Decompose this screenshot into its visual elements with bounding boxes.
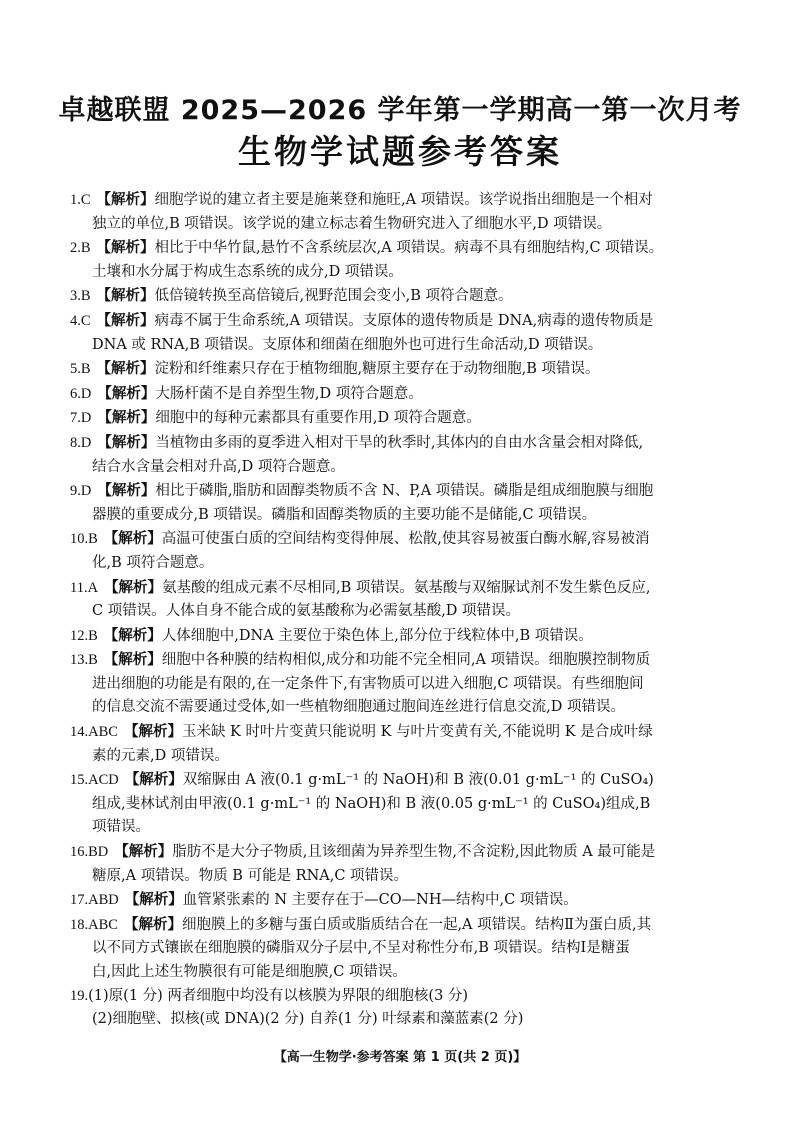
analysis-tag: 【解析】 [96,191,155,208]
answer-text: 的信息交流不需要通过受体,如一些植物细胞通过胞间连丝进行信息交流,D 项错误。 [92,699,625,716]
answer-line [70,600,745,624]
answer-line [70,576,745,601]
answer-number: 5.B [70,361,91,378]
answer-line [70,504,745,528]
answer-number: 16.BD [70,844,109,861]
analysis-tag: 【解析】 [97,482,156,500]
analysis-tag: 【解析】 [97,433,156,451]
answer-number: 11.A [70,579,99,596]
answer-text: (1)原(1 分) 两者细胞中均没有以核膜为界限的细胞核(3 分) [88,987,469,1004]
analysis-tag: 【解析】 [124,771,183,789]
answer-line [70,213,745,237]
answer-text: 结合水含量会相对升高,D 项符合题意。 [92,458,345,475]
answer-text: 土壤和水分属于构成生态系统的成分,D 项错误。 [92,263,403,280]
answer-number: 6.D [70,385,92,402]
answer-text: 细胞中的每种元素都具有重要作用,D 项符合题意。 [155,410,481,427]
answer-line [70,624,745,649]
answer-text: 相比于磷脂,脂肪和固醇类物质不含 N、P,A 项错误。磷脂是组成细胞膜与细胞 [155,483,654,500]
answer-text: 低倍镜转换至高倍镜后,视野范围会变小,B 项符合题意。 [154,288,513,305]
answer-line [70,816,745,840]
answer-text: 细胞学说的建立者主要是施莱登和施旺,A 项错误。该学说指出细胞是一个相对 [154,192,653,208]
analysis-tag: 【解析】 [123,915,182,933]
answer-text: 细胞中各种膜的结构相似,成分和功能不完全相同,A 项错误。细胞膜控制物质 [161,652,651,669]
q19-part2: (2)细胞壁、拟核(或 DNA)(2 分) 自养(1 分) 叶绿素和藻蓝素(2 分) [92,1011,524,1028]
analysis-tag: 【解析】 [103,651,162,669]
answer-text: 组成,斐林试剂由甲液(0.1 g·mL⁻¹ 的 NaOH)和 B 液(0.05 g·mL⁻¹ 的 CuSO₄)组成,B [92,795,651,812]
answer-line [70,793,745,817]
answer-text: 进出细胞的功能是有限的,在一定条件下,有害物质可以进入细胞,C 项错误。有些细胞间 [92,675,644,692]
answer-text: 血管紧张素的 N 主要存在于—CO—NH—结构中,C 项错误。 [182,892,578,909]
answer-line [70,431,745,456]
analysis-tag: 【解析】 [103,530,162,548]
answer-line [70,768,745,793]
answer-line [70,527,745,552]
analysis-tag: 【解析】 [124,891,183,909]
answer-line [70,913,745,938]
answer-line [70,334,745,358]
answer-text: 玉米缺 K 时叶片变黄只能说明 K 与叶片变黄有关,不能说明 K 是合成叶绿 [181,724,653,741]
answer-line [70,937,745,961]
answer-number: 19. [70,987,89,1004]
answer-number: 18.ABC [70,916,118,933]
answer-text: 双缩脲由 A 液(0.1 g·mL⁻¹ 的 NaOH)和 B 液(0.01 g·mL⁻¹ 的 CuSO₄) [182,772,654,789]
answer-line [70,961,745,985]
answer-text: 白,因此上述生物膜很有可能是细胞膜,C 项错误。 [92,964,407,980]
answer-text: 病毒不属于生命系统,A 项错误。支原体的遗传物质是 DNA,病毒的遗传物质是 [154,312,654,329]
answer-line [70,648,745,673]
answer-line [70,188,745,213]
answer-line [70,382,745,407]
answer-line [70,357,745,382]
answer-number: 14.ABC [70,724,118,741]
answer-text: 当植物由多雨的夏季进入相对干旱的秋季时,其体内的自由水含量会相对降低, [155,434,644,451]
answer-text: 糖原,A 项错误。物质 B 可能是 RNA,C 项错误。 [92,867,409,884]
answer-number: 12.B [70,627,98,644]
answer-text: 高温可使蛋白质的空间结构变得伸展、松散,使其容易被蛋白酶水解,容易被消 [161,531,650,548]
answer-text: 素的元素,D 项错误。 [92,747,229,764]
exam-title: 卓越联盟 2025—2026 学年第一学期高一第一次月考 [58,95,742,126]
answer-text: 以不同方式镶嵌在细胞膜的磷脂双分子层中,不呈对称性分布,B 项错误。结构Ⅰ是糖蛋 [92,940,630,957]
answer-text: 淀粉和纤维素只存在于植物细胞,糖原主要存在于动物细胞,B 项错误。 [154,361,600,378]
analysis-tag: 【解析】 [97,384,156,402]
answer-number: 17.ABD [70,892,119,909]
answer-text: 化,B 项符合题意。 [92,554,214,571]
answer-line [70,261,745,285]
analysis-tag: 【解析】 [96,287,155,305]
answer-line [70,479,745,504]
answer-line [70,696,745,720]
answer-line [70,284,745,309]
answer-line [70,720,745,745]
answer-number: 15.ACD [70,772,119,789]
answer-line [70,552,745,576]
analysis-tag: 【解析】 [104,578,163,596]
answer-text: DNA 或 RNA,B 项错误。支原体和细菌在细胞外也可进行生命活动,D 项错误。 [92,336,603,353]
page-title: 生物学试题参考答案 [238,132,562,171]
answer-number: 9.D [70,483,92,500]
analysis-tag: 【解析】 [114,843,173,861]
analysis-tag: 【解析】 [96,239,155,257]
answer-line [70,456,745,480]
analysis-tag: 【解析】 [103,626,162,644]
analysis-tag: 【解析】 [96,360,155,378]
answer-text: 独立的单位,B 项错误。该学说的建立标志着生物研究进入了细胞水平,D 项错误。 [92,215,612,232]
answer-text: 脂肪不是大分子物质,且该细菌为异养型生物,不含淀粉,因此物质 A 最可能是 [172,844,656,861]
answer-text: 细胞膜上的多糖与蛋白质或脂质结合在一起,A 项错误。结构Ⅱ为蛋白质,其 [181,916,652,933]
answer-list [70,188,745,1032]
answer-text: 人体细胞中,DNA 主要位于染色体上,部分位于线粒体中,B 项错误。 [161,627,593,644]
answer-text: 大肠杆菌不是自养型生物,D 项符合题意。 [155,385,423,402]
analysis-tag: 【解析】 [123,723,182,741]
answer-text: 项错误。 [92,819,150,836]
answer-number: 1.C [70,192,91,208]
answer-number: 13.B [70,652,98,669]
answer-number: 8.D [70,434,92,451]
answer-number: 10.B [70,531,98,548]
answer-line [70,406,745,431]
answer-text: C 项错误。人体自身不能合成的氨基酸称为必需氨基酸,D 项错误。 [92,603,521,620]
analysis-tag: 【解析】 [97,409,156,427]
answer-text: 器膜的重要成分,B 项错误。磷脂和固醇类物质的主要功能不是储能,C 项错误。 [92,506,597,523]
page-footer: 【高一生物学·参考答案 第 1 页(共 2 页)】 [273,1050,527,1065]
answer-number: 2.B [70,240,91,257]
answer-line [70,865,745,889]
answer-line [70,888,745,913]
answer-line [70,745,745,769]
answer-number: 7.D [70,410,92,427]
answer-line [70,309,745,334]
q19-part1 [70,985,745,1009]
answer-line [70,236,745,261]
answer-line [70,673,745,697]
answer-number: 3.B [70,288,91,305]
answer-text: 相比于中华竹鼠,悬竹不含系统层次,A 项错误。病毒不具有细胞结构,C 项错误。 [154,240,664,257]
answer-number: 4.C [70,312,91,329]
answer-text: 氨基酸的组成元素不尽相同,B 项错误。氨基酸与双缩脲试剂不发生紫色反应, [162,579,651,596]
answer-line [70,840,745,865]
analysis-tag: 【解析】 [96,311,155,329]
